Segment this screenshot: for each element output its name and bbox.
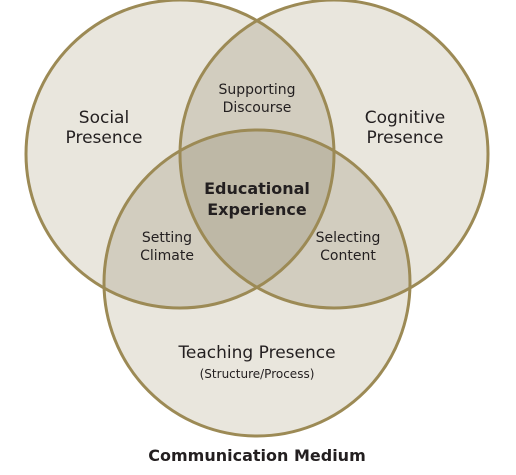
selecting-content-label-line2: Content bbox=[320, 248, 376, 264]
cognitive-presence-label-line1: Cognitive bbox=[364, 108, 446, 128]
social-presence-label-line2: Presence bbox=[65, 128, 143, 148]
setting-climate-label-line1: Setting bbox=[141, 230, 193, 246]
communication-medium-caption: Communication Medium bbox=[148, 446, 366, 465]
social-presence-label-line1: Social bbox=[78, 108, 130, 128]
educational-experience-label-line2: Experience bbox=[207, 200, 307, 219]
educational-experience-label-line1: Educational bbox=[204, 179, 310, 198]
supporting-discourse-label-line1: Supporting bbox=[218, 82, 296, 98]
setting-climate-label-line2: Climate bbox=[140, 248, 194, 264]
selecting-content-label-line1: Selecting bbox=[315, 230, 381, 246]
teaching-presence-label-line1: Teaching Presence bbox=[178, 343, 336, 363]
supporting-discourse-label-line2: Discourse bbox=[222, 100, 292, 116]
cognitive-presence-label-line2: Presence bbox=[366, 128, 444, 148]
teaching-presence-label-line2: (Structure/Process) bbox=[199, 367, 315, 381]
